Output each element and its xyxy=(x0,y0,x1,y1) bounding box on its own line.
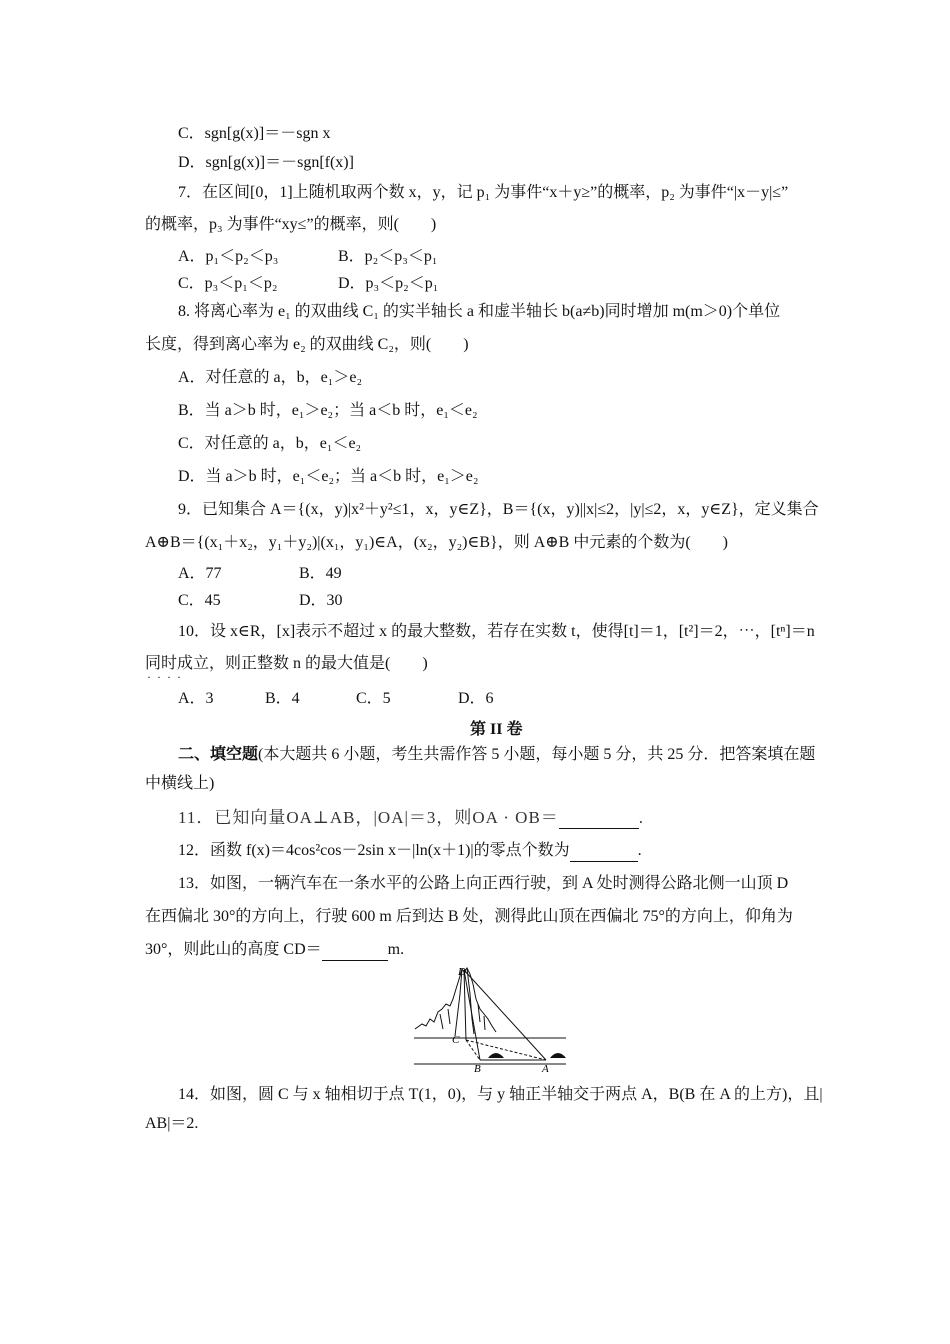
car-a-icon xyxy=(550,1053,566,1058)
label-c: C xyxy=(452,1034,460,1046)
q12-period: . xyxy=(637,842,642,859)
line-DB xyxy=(464,970,480,1060)
q8-stem-1: 8. 将离心率为 e₁ 的双曲线 C₁ 的实半轴长 a 和虚半轴长 b(a≠b)同时增加 m(m＞0)个单位 xyxy=(178,303,781,320)
q13-stem-2: 在西偏北 30°的方向上，行驶 600 m 后到达 B 处，测得此山顶在西偏北 75°的方向上，仰角为 xyxy=(145,908,793,925)
q6-option-d: D．sgn[g(x)]＝－sgn[f(x)] xyxy=(178,154,354,171)
q8-option-d: D．当 a＞b 时，e₁＜e₂；当 a＜b 时，e₁＞e₂ xyxy=(178,468,479,485)
q11-answer-blank xyxy=(559,808,639,829)
q11-text: 11．已知向量OA⊥AB，|OA|＝3，则OA · OB＝ xyxy=(178,808,559,827)
q14-stem-2: AB|＝2. xyxy=(145,1115,199,1132)
q7-stem-2: 的概率，p₃ 为事件“xy≤”的概率，则( ) xyxy=(145,216,437,233)
label-d: D xyxy=(458,966,466,978)
mountain-figure xyxy=(410,964,570,1076)
q14-stem-1: 14．如图，圆 C 与 x 轴相切于点 T(1，0)，与 y 轴正半轴交于两点 A，B(B 在 A 的上方)，且| xyxy=(178,1086,823,1103)
q6-option-c: C．sgn[g(x)]＝－sgn x xyxy=(178,125,331,142)
line-DA xyxy=(464,970,546,1060)
q11-period: . xyxy=(638,808,645,827)
car-b-icon xyxy=(488,1053,504,1058)
q12-text: 12．函数 f(x)＝4cos²cos－2sin x－|ln(x＋1)|的零点个数为 xyxy=(178,842,570,859)
q7-stem-1: 7．在区间[0，1]上随机取两个数 x，y，记 p₁ 为事件“x＋y≥”的概率，p₂ 为事件“|x－y|≤” xyxy=(178,184,789,201)
q7-option-b: B．p₂＜p₃＜p₁ xyxy=(338,248,438,265)
q9-option-c: C．45 xyxy=(178,592,221,609)
q8-option-a: A．对任意的 a，b，e₁＞e₂ xyxy=(178,369,363,386)
label-b: B xyxy=(474,1063,481,1075)
q9-stem-1: 9．已知集合 A＝{(x，y)|x²＋y²≤1，x，y∈Z}，B＝{(x，y)||x|≤2，|y|≤2，x，y∈Z}，定义集合 xyxy=(178,501,819,518)
q10-stem-1: 10．设 x∈R，[x]表示不超过 x 的最大整数，若存在实数 t，使得[t]＝1，[t²]＝2，⋯，[tⁿ]＝n xyxy=(178,623,815,640)
q9-stem-2: A⊕B＝{(x₁＋x₂，y₁＋y₂)|(x₁，y₁)∈A，(x₂，y₂)∈B}，则 A⊕B 中元素的个数为( ) xyxy=(145,534,728,551)
q10-option-b: B．4 xyxy=(265,690,300,707)
q12-line xyxy=(178,841,642,862)
q7-option-c: C．p₃＜p₁＜p₂ xyxy=(178,275,278,292)
q8-stem-2: 长度，得到离心率为 e₂ 的双曲线 C₂，则( ) xyxy=(145,336,469,353)
q8-option-b: B．当 a＞b 时，e₁＞e₂；当 a＜b 时，e₁＜e₂ xyxy=(178,402,478,419)
q11-line xyxy=(178,808,644,829)
q8-option-c: C．对任意的 a，b，e₁＜e₂ xyxy=(178,435,362,452)
mountain-ridge-2 xyxy=(467,968,474,1034)
q10-option-a: A．3 xyxy=(178,690,214,707)
q9-option-d: D．30 xyxy=(299,592,343,609)
q9-option-b: B．49 xyxy=(299,565,342,582)
q13-stem-3 xyxy=(145,940,404,961)
q9-option-a: A．77 xyxy=(178,565,222,582)
label-a: A xyxy=(542,1063,549,1075)
q13-answer-blank xyxy=(322,940,388,961)
section2-intro-1 xyxy=(178,745,815,765)
q13-stem-1: 13．如图，一辆汽车在一条水平的公路上向正西行驶，到 A 处时测得公路北侧一山顶 D xyxy=(178,875,789,892)
section2-instructions: (本大题共 6 小题，考生共需作答 5 小题，每小题 5 分，共 25 分．把答案填在题 xyxy=(258,746,816,763)
q10-stem-2: 同时成立，则正整数 n 的最大值是( ) xyxy=(145,655,428,672)
section-heading: 第 II 卷 xyxy=(470,721,523,738)
q7-option-a: A．p₁＜p₂＜p₃ xyxy=(178,248,279,265)
mountain-outline xyxy=(415,968,496,1032)
section2-title: 二、填空题 xyxy=(178,746,259,763)
emphasis-dots: ···· xyxy=(147,670,187,684)
q12-answer-blank xyxy=(570,841,638,862)
section2-intro-2: 中横线上) xyxy=(145,775,215,792)
q10-option-c: C．5 xyxy=(356,690,391,707)
q10-option-d: D．6 xyxy=(458,690,494,707)
mountain-ridge xyxy=(455,969,462,1036)
mountain-texture xyxy=(440,1004,485,1030)
q13-text: 30°，则此山的高度 CD＝ xyxy=(145,941,322,958)
q13-unit: m. xyxy=(387,941,405,958)
q7-option-d: D．p₃＜p₂＜p₁ xyxy=(338,275,439,292)
